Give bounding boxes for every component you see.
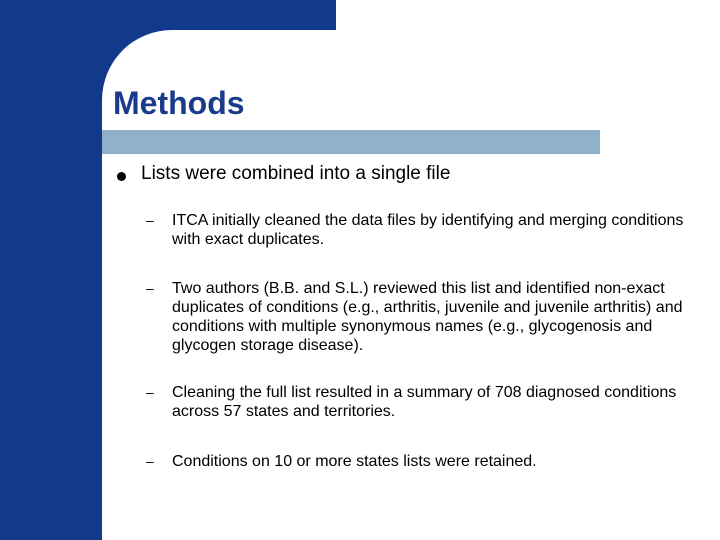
slide-title: Methods	[113, 85, 245, 121]
dash-icon: –	[146, 384, 154, 400]
sub-bullet-text: ITCA initially cleaned the data files by identifying and merging conditions with exact duplicates.	[172, 212, 684, 248]
bullet-dot-icon	[117, 172, 126, 181]
main-bullet-text: Lists were combined into a single file	[141, 163, 451, 184]
sub-bullet-text: Two authors (B.B. and S.L.) reviewed this list and identified non-exact duplicates of conditions (e.g., arthritis, juvenile and juvenile arthritis) and conditions with multiple synonymous names (e.g., glycogenosis and glycogen storage disease).	[172, 280, 683, 354]
sub-bullet-text: Cleaning the full list resulted in a summary of 708 diagnosed conditions across 57 states and territories.	[172, 384, 677, 420]
title-rule-bar	[102, 130, 600, 154]
dash-icon: –	[146, 280, 154, 296]
dash-icon: –	[146, 453, 154, 469]
sub-bullet-text: Conditions on 10 or more states lists were retained.	[172, 453, 537, 470]
dash-icon: –	[146, 212, 154, 228]
